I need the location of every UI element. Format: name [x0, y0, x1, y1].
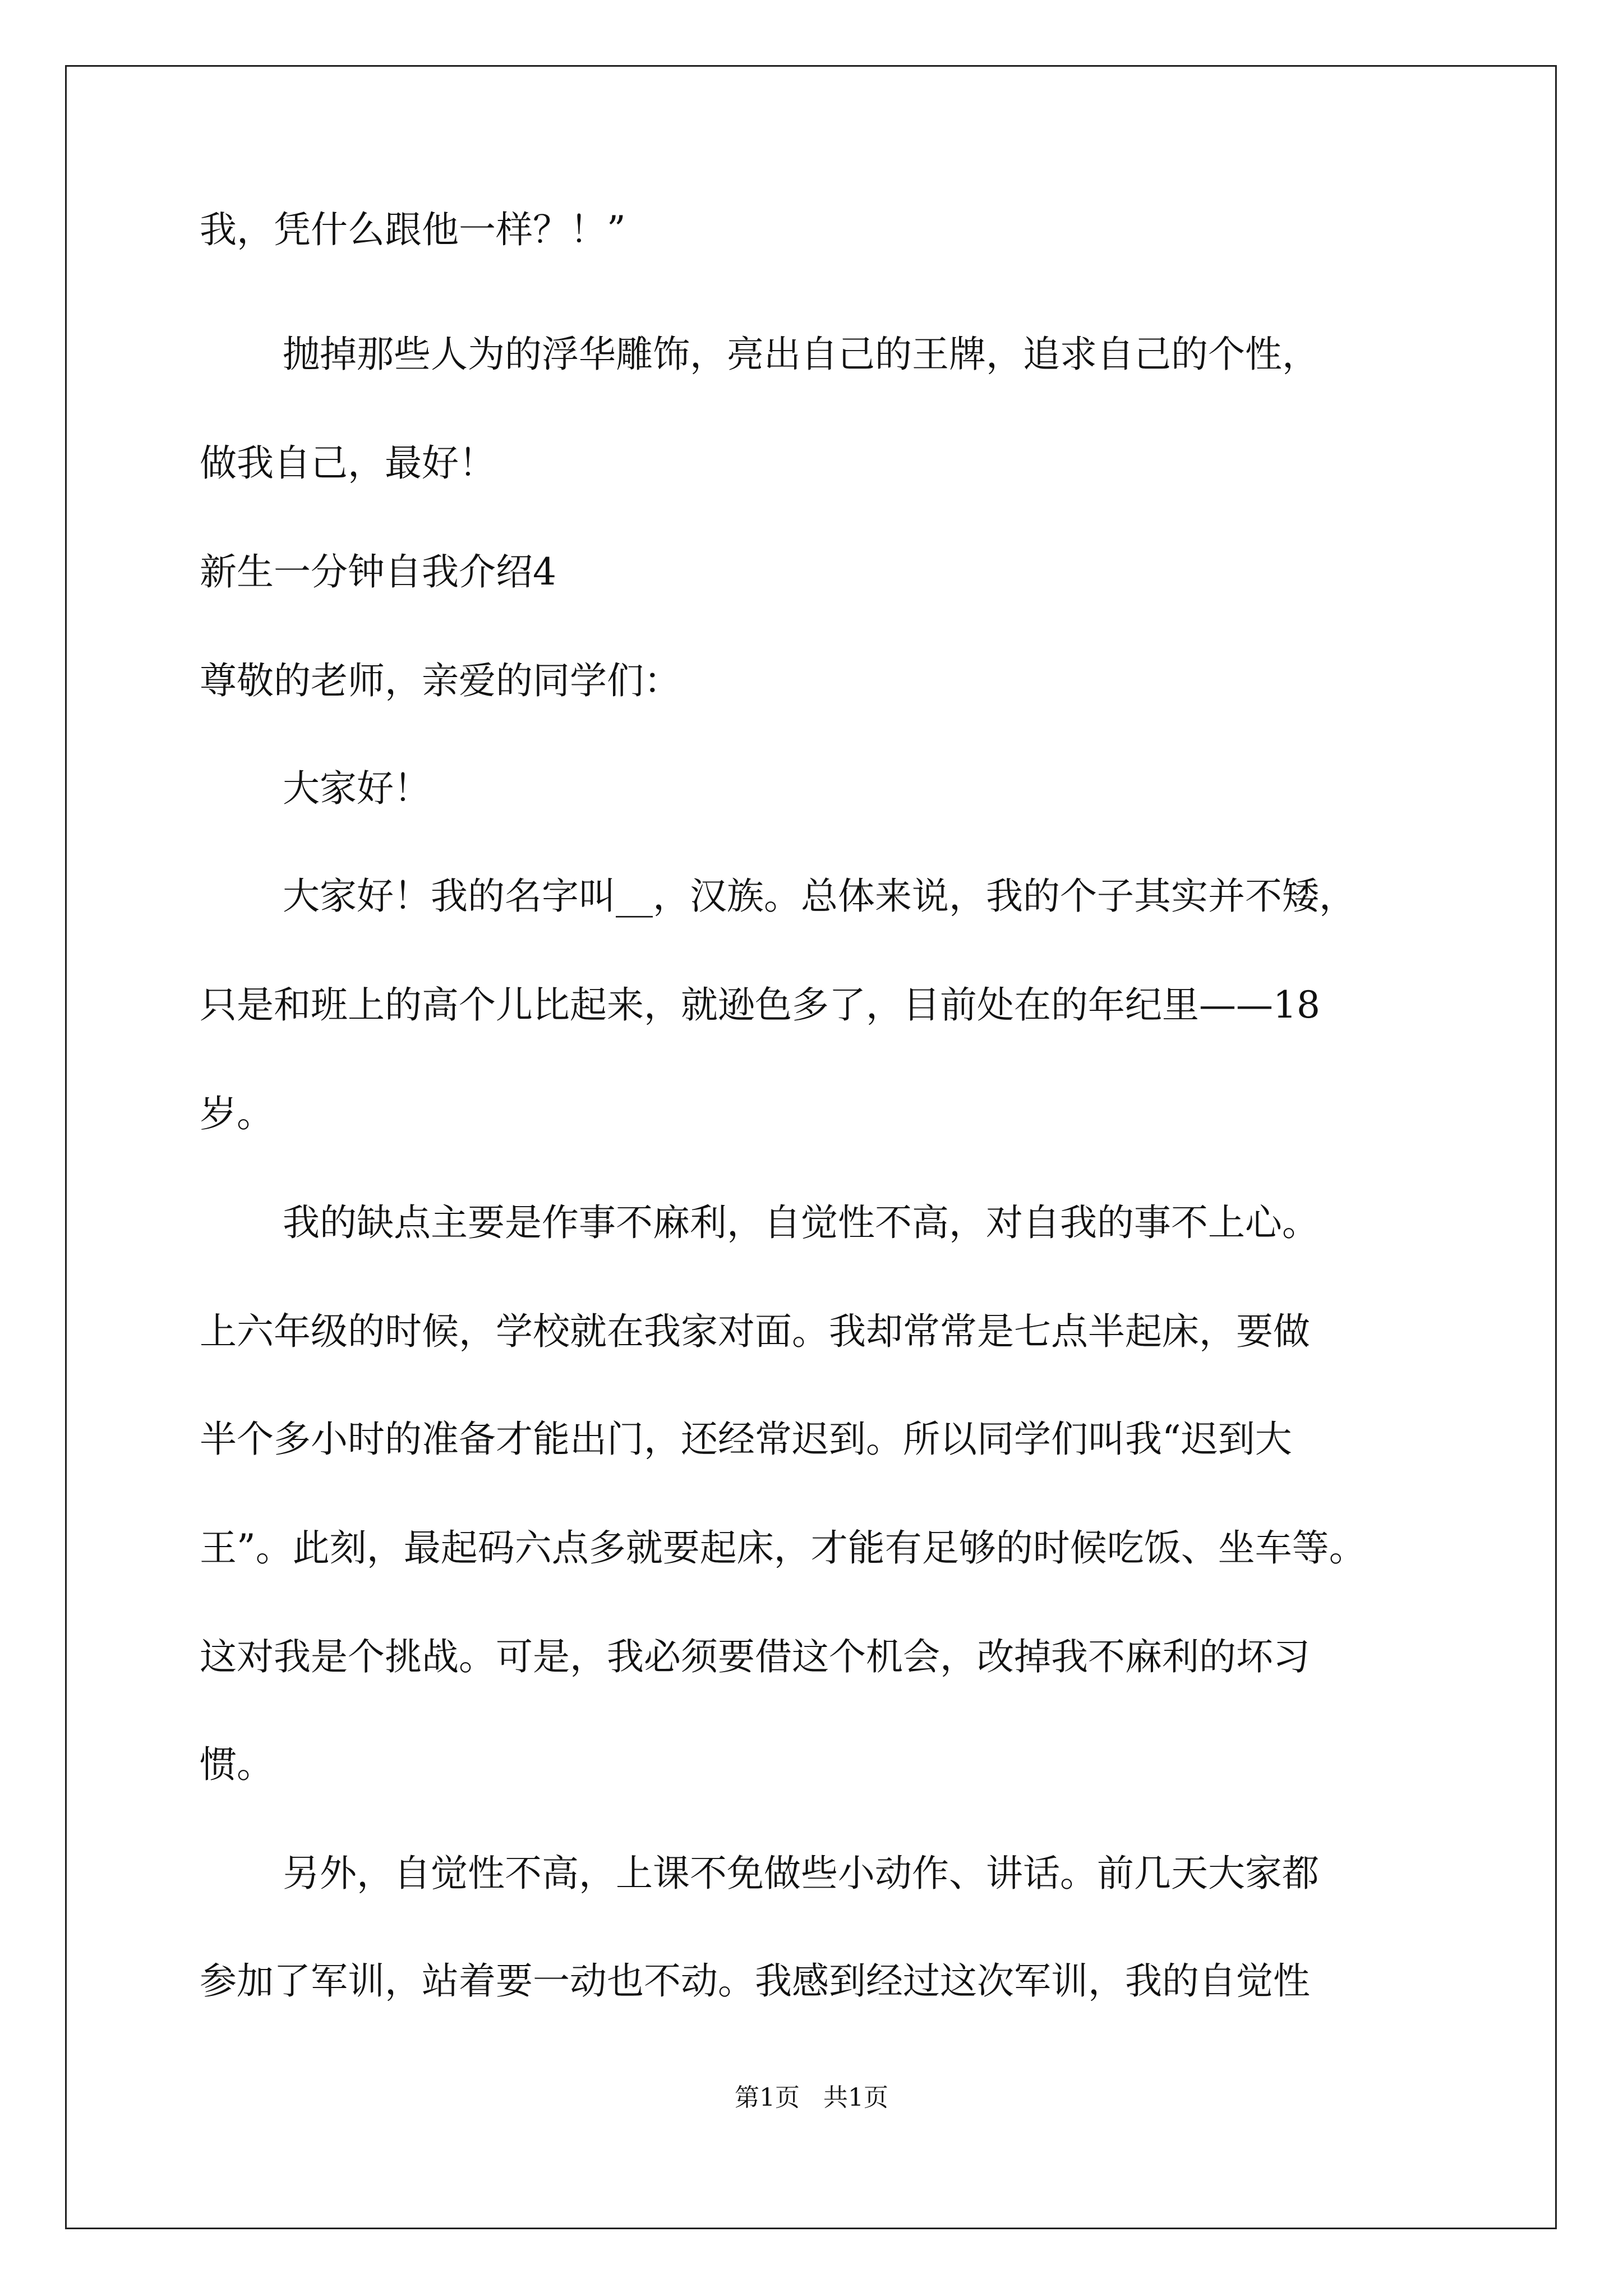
text-line: 我，凭什么跟他一样？！” — [200, 208, 626, 251]
text-line: 上六年级的时候，学校就在我家对面。我却常常是七点半起床，要做 — [200, 1310, 1310, 1353]
text-line: 做我自己，最好！ — [200, 441, 496, 485]
page-border — [65, 65, 1557, 2229]
page-number: 第1页 共1页 — [735, 2083, 888, 2112]
paragraph-line: 另外，自觉性不高，上课不免做些小动作、讲话。前几天大家都 — [283, 1852, 1319, 1895]
text-line: 参加了军训，站着要一动也不动。我感到经过这次军训，我的自觉性 — [200, 1959, 1310, 2003]
greeting: 大家好！ — [283, 767, 431, 810]
text-line: 半个多小时的准备才能出门，还经常迟到。所以同学们叫我“迟到大 — [200, 1418, 1292, 1461]
text-line: 这对我是个挑战。可是，我必须要借这个机会，改掉我不麻利的坏习 — [200, 1635, 1310, 1678]
text-line: 只是和班上的高个儿比起来，就逊色多了，目前处在的年纪里——18 — [200, 983, 1320, 1027]
text-line: 岁。 — [200, 1092, 274, 1135]
paragraph-line: 抛掉那些人为的浮华雕饰，亮出自己的王牌，追求自己的个性， — [283, 333, 1319, 376]
paragraph-line: 我的缺点主要是作事不麻利，自觉性不高，对自我的事不上心。 — [283, 1201, 1319, 1244]
salutation: 尊敬的老师，亲爱的同学们： — [200, 659, 681, 702]
section-heading: 新生一分钟自我介绍4 — [200, 550, 556, 593]
text-line: 惯。 — [200, 1743, 274, 1786]
text-line: 王”。此刻，最起码六点多就要起床，才能有足够的时候吃饭、坐车等。 — [200, 1526, 1366, 1570]
paragraph-line: 大家好！我的名字叫__，汉族。总体来说，我的个子其实并不矮， — [283, 875, 1356, 918]
